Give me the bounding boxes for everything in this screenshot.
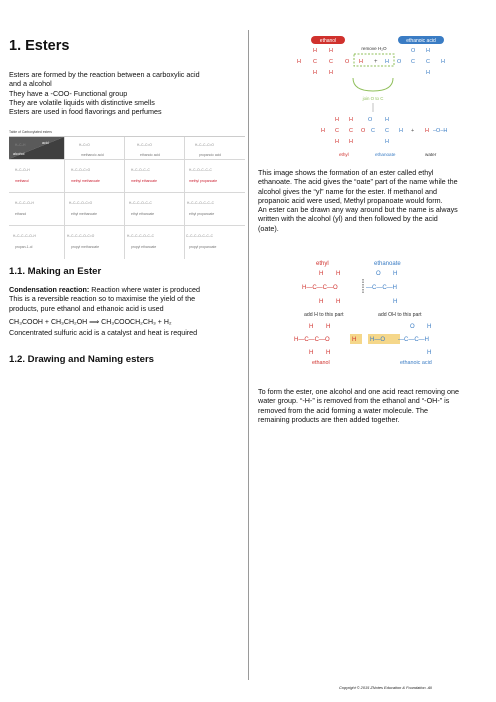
drawing-paragraph (258, 387, 490, 424)
acid-structure: H–C–C=O (137, 143, 152, 147)
ester-name: ethyl ethanoate (131, 212, 155, 216)
svg-text:O: O (397, 59, 402, 65)
label-remove-water: remove H₂O (361, 46, 387, 51)
ester-name: propyl propanoate (189, 245, 217, 249)
svg-text:H: H (313, 70, 317, 76)
column-header: methanoic acid (81, 153, 104, 157)
svg-text:H: H (427, 350, 432, 356)
svg-text:H: H (385, 117, 389, 123)
svg-text:C: C (371, 128, 375, 134)
label-ethanol: ethanol (312, 360, 330, 366)
acid-structure: H–C–H (15, 143, 26, 147)
ester-splitting-diagram (282, 258, 482, 370)
svg-text:O: O (410, 324, 415, 330)
ester-name: propyl ethanoate (131, 245, 157, 249)
column-header: propanoic acid (199, 153, 222, 157)
svg-text:—C—C—H: —C—C—H (398, 337, 429, 343)
label-acid: ethanoic acid (406, 38, 436, 44)
intro-line: Esters are formed by the reaction between a carboxylic acid (9, 70, 200, 79)
svg-text:O: O (345, 59, 350, 65)
paragraph-line: alcohol gives the “yl” name for the ester. If methanol and (258, 186, 437, 196)
svg-text:H: H (359, 59, 363, 65)
svg-text:H: H (349, 139, 353, 145)
section-heading-making: 1.1. Making an Ester (9, 266, 102, 277)
svg-text:H: H (441, 59, 445, 65)
ester-formation-diagram (283, 36, 468, 162)
column-divider (248, 30, 249, 680)
svg-text:H: H (385, 139, 389, 145)
paragraph-line: To form the ester, one alcohol and one acid react removing one (258, 387, 459, 396)
svg-text:H: H (426, 48, 430, 54)
svg-text:H: H (349, 117, 353, 123)
svg-text:H: H (425, 128, 429, 134)
alcohol-structure: H–C–O–H (15, 168, 30, 172)
table-grid (9, 136, 245, 258)
svg-text:C: C (313, 59, 317, 65)
svg-text:H: H (336, 299, 341, 305)
ester-structure: H–C–C–C–O–C–C (127, 234, 154, 238)
paragraph-line: remaining products are then added together. (258, 414, 400, 424)
paragraph-line: removed from the acid forming a water molecule. The (258, 405, 429, 415)
svg-text:H: H (313, 48, 317, 54)
ester-structure-top (302, 271, 397, 305)
making-paragraph (9, 285, 245, 313)
intro-list (9, 70, 241, 116)
svg-text:+: + (411, 128, 415, 134)
svg-text:H: H (335, 117, 339, 123)
corner-label-alcohol: alcohol (13, 152, 25, 156)
svg-text:H: H (329, 70, 333, 76)
paragraph-line: An ester can be drawn any way around but the name is always (258, 205, 458, 215)
label-ethanol: ethanol (319, 38, 337, 44)
condensation-label: Condensation reaction: (9, 285, 90, 294)
paragraph-line: (oate). (258, 223, 279, 233)
acid-structure: H–C–C–C=O (195, 143, 214, 147)
svg-text:H: H (297, 59, 301, 65)
label-join: join O to C (362, 96, 384, 101)
paragraph-line: propanoic acid were used, Methyl propanoate would form. (258, 195, 443, 205)
ester-structure: H–C–O–C–C (131, 168, 150, 172)
svg-text:C: C (349, 128, 353, 134)
svg-text:H: H (393, 271, 398, 277)
split-structures (294, 324, 431, 356)
svg-text:O: O (361, 128, 366, 134)
ester-name: ethyl propanoate (189, 212, 215, 216)
ester-structure: H–C–C–C–O–C=O (67, 234, 95, 238)
ester-structure: H–C–C–O–C=O (69, 201, 93, 205)
svg-text:H: H (399, 128, 403, 134)
svg-text:H: H (309, 350, 314, 356)
label-add-h: add H to this part (304, 312, 344, 318)
alcohol-structure: H–C–C–C–O–H (13, 234, 36, 238)
svg-text:O: O (411, 48, 416, 54)
svg-text:H: H (329, 48, 333, 54)
ester-structure: C–C–C–O–C–C–C (186, 234, 213, 238)
paragraph-line: water group. “-H-” is removed from the ethanol and “-OH-” is (258, 396, 450, 406)
alcohol-structure: H–C–C–O–H (15, 201, 34, 205)
svg-text:H—O: H—O (370, 337, 385, 343)
svg-text:—C—C—H: —C—C—H (366, 285, 397, 291)
ethanol-structure (297, 48, 363, 76)
svg-text:H—C—C—O: H—C—C—O (302, 285, 338, 291)
making-line: products, pure ethanol and ethanoic acid is used (9, 303, 164, 313)
acid-structure (385, 48, 445, 76)
paragraph-line: This image shows the formation of an ester called ethyl (258, 168, 434, 177)
ester-structure: H–C–C–O–C–C–C (187, 201, 214, 205)
ester-name: ethyl methanoate (71, 212, 98, 216)
svg-text:H: H (426, 70, 430, 76)
intro-line: They are volatile liquids with distinctive smells (9, 97, 155, 107)
ester-product (321, 117, 447, 145)
svg-text:–O–H: –O–H (433, 128, 448, 134)
ester-name: methyl methanoate (71, 179, 100, 183)
making-line: This is a reversible reaction so to maximise the yield of the (9, 294, 196, 304)
ester-name: methyl ethanoate (131, 179, 158, 183)
svg-text:O: O (376, 271, 381, 277)
making-line: Reaction where water is produced (89, 285, 200, 294)
paragraph-line: written with the alcohol (yl) and then followed by the acid (258, 214, 438, 224)
plus-sign: + (374, 59, 378, 65)
svg-text:H—C—C—O: H—C—C—O (294, 337, 330, 343)
catalyst-note: Concentrated sulfuric acid is a catalyst and heat is required (9, 328, 198, 337)
svg-text:C: C (329, 59, 333, 65)
label-water: water (425, 152, 437, 157)
label-ethyl: ethyl (316, 261, 329, 267)
svg-text:H: H (336, 271, 341, 277)
paragraph-line: ethanoate. The acid gives the “oate” part of the name while the (258, 177, 458, 187)
svg-text:C: C (335, 128, 339, 134)
svg-text:H: H (352, 337, 357, 343)
intro-line: They have a -COO- Functional group (9, 88, 128, 98)
label-acid: ethanoic acid (400, 360, 432, 366)
ester-naming-table (9, 130, 245, 258)
ester-structure: H–C–C–O–C–C (129, 201, 152, 205)
svg-text:H: H (326, 324, 331, 330)
svg-text:H: H (309, 324, 314, 330)
join-bracket (353, 78, 393, 91)
svg-text:H: H (385, 59, 389, 65)
reaction-equation: CH₃COOH + CH₃CH₂OH ⟹ CH₃COOCH₂CH₃ + H₂ (9, 319, 172, 326)
ester-structure: H–C–O–C=O (71, 168, 91, 172)
acid-structure: H–C=O (79, 143, 90, 147)
svg-text:O: O (368, 117, 373, 123)
label-ethanoate: ethanoate (375, 152, 396, 157)
alcohol-name: ethanol (15, 212, 27, 216)
formation-paragraph (258, 168, 490, 233)
intro-line: and a alcohol (9, 79, 52, 89)
table-structures (9, 137, 245, 259)
ester-structure: H–C–O–C–C–C (189, 168, 212, 172)
svg-text:C: C (411, 59, 415, 65)
svg-text:H: H (321, 128, 325, 134)
svg-text:H: H (319, 299, 324, 305)
alcohol-name: methanol (15, 179, 29, 183)
svg-text:C: C (426, 59, 430, 65)
label-ethanoate: ethanoate (374, 261, 401, 267)
section-heading-esters: 1. Esters (9, 38, 70, 54)
svg-text:H: H (427, 324, 432, 330)
section-heading-drawing: 1.2. Drawing and Naming esters (9, 354, 155, 365)
svg-text:H: H (319, 271, 324, 277)
copyright-footer: Copyright © 2015 ZNotes Education & Foundation. All (339, 685, 432, 690)
label-ethyl: ethyl (339, 152, 349, 157)
corner-label-acid: acid (42, 141, 49, 145)
table-title: Table of Carboxylated esters (9, 130, 52, 134)
alcohol-name: propan-1-ol (15, 245, 33, 249)
label-add-oh: add OH to this part (378, 312, 422, 318)
svg-text:H: H (393, 299, 398, 305)
ester-name: methyl propanoate (189, 179, 218, 183)
svg-text:H: H (335, 139, 339, 145)
intro-line: Esters are used in food flavorings and perfumes (9, 107, 162, 117)
ester-name: propyl methanoate (71, 245, 100, 249)
svg-text:C: C (385, 128, 389, 134)
svg-text:H: H (326, 350, 331, 356)
column-header: ethanoic acid (140, 153, 160, 157)
